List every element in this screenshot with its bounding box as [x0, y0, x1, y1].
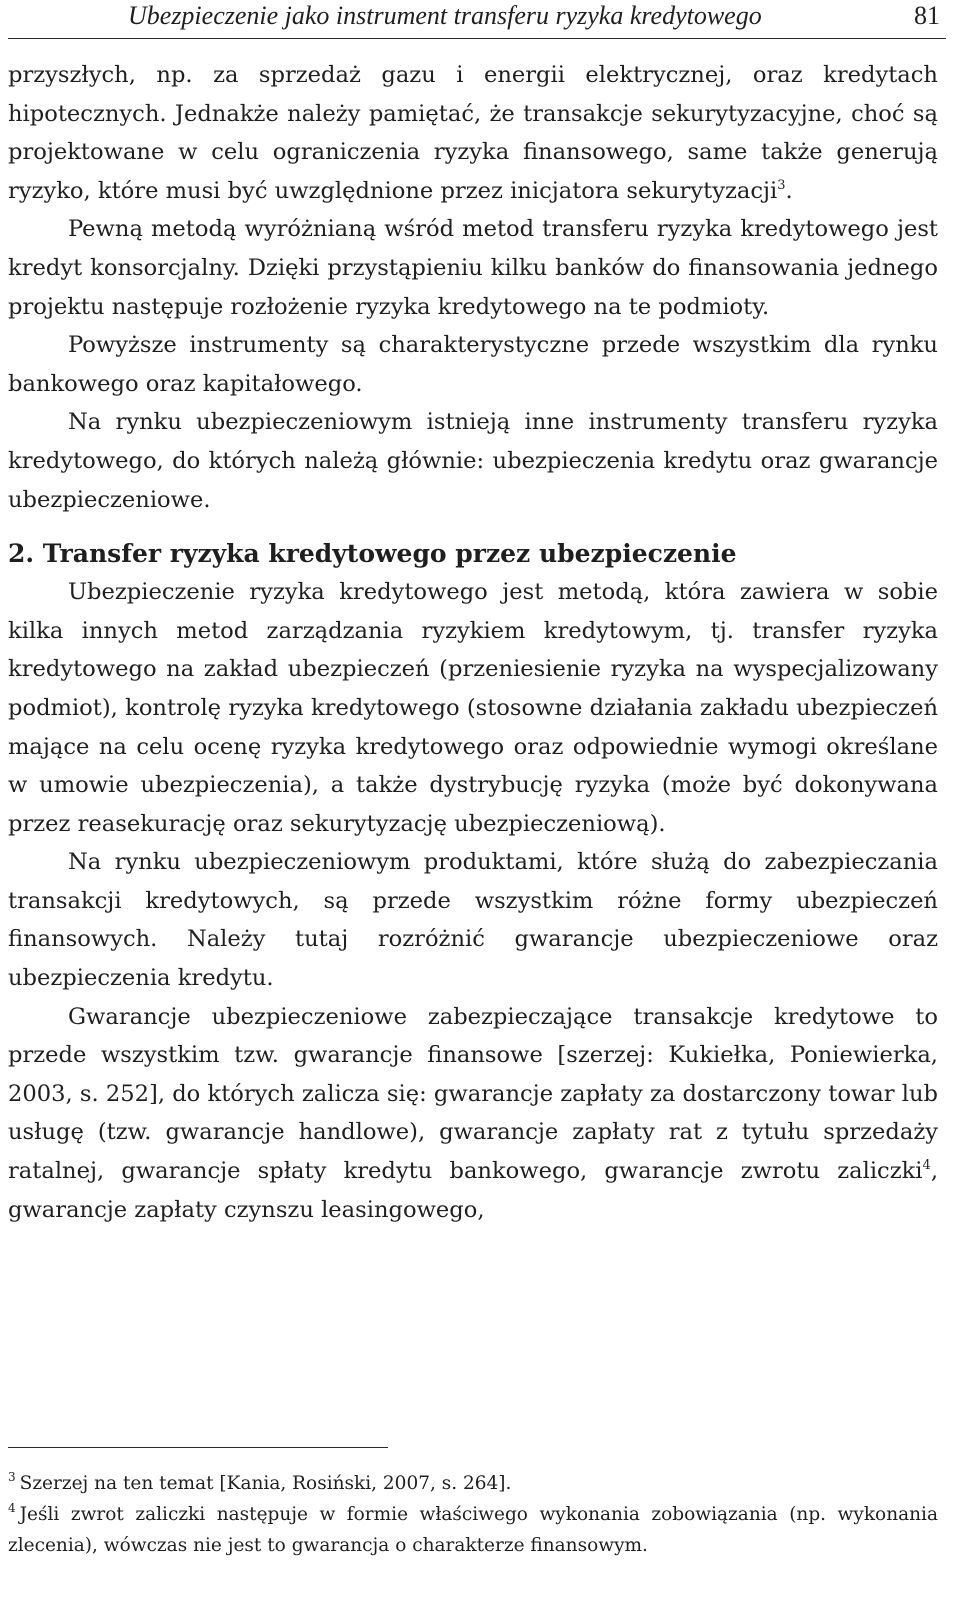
page-header — [8, 0, 946, 39]
paragraph: Gwarancje ubezpieczeniowe zabezpieczające transakcje kredytowe to przede wszystkim tzw. gwarancje finansowe [szerzej: Kukiełka, Poniewierka, 2003, s. 252], do których zalicza się: gwarancje zapłaty za dostarczony towar lub usługę (tzw. gwarancje handlowe), gwarancje zapłaty rat z tytułu sprzedaży ratalnej, gwarancje spłaty kredytu bankowego, gwarancje zwrotu zaliczki$^4$, gwarancje zapłaty czynszu leasingowego, — [8, 1003, 938, 1223]
paragraph: Na rynku ubezpieczeniowym produktami, które służą do zabezpieczania transakcji kredytowych, są przede wszystkim różne formy ubezpieczeń finansowych. Należy tutaj rozróżnić gwarancje ubezpieczeniowe oraz ubezpieczenia kredytu. — [8, 849, 938, 992]
page-number: 81 — [914, 1, 940, 30]
paragraph: Pewną metodą wyróżnianą wśród metod transferu ryzyka kredytowego jest kredyt konsorcjalny. Dzięki przystąpieniu kilku banków do finansowania jednego projektu następuje rozłożenie ryzyka kredytowego na te podmioty. — [8, 216, 938, 320]
running-title: Ubezpieczenie jako instrument transferu ryzyka kredytowego — [128, 1, 762, 30]
footnote: $^3$ Szerzej na ten temat [Kania, Rosiński, 2007, s. 264]. — [8, 1470, 512, 1494]
footnote: $^4$ Jeśli zwrot zaliczki następuje w formie właściwego wykonania zobowiązania (np. wykonania zlecenia), wówczas nie jest to gwarancja o charakterze finansowym. — [8, 1501, 938, 1556]
paragraph: Ubezpieczenie ryzyka kredytowego jest metodą, która zawiera w sobie kilka innych metod zarządzania ryzykiem kredytowym, tj. transfer ryzyka kredytowego na zakład ubezpieczeń (przeniesienie ryzyka na wyspecjalizowany podmiot), kontrolę ryzyka kredytowego (stosowne działania zakładu ubezpieczeń mające na celu ocenę ryzyka kredytowego oraz odpowiednie wymogi określane w umowie ubezpieczenia), a także dystrybucję ryzyka (może być dokonywana przez reasekurację oraz sekurytyzację ubezpieczeniową). — [8, 579, 938, 837]
footnote-ref: 3 — [777, 177, 786, 193]
main-text — [8, 56, 938, 1229]
paragraph: Na rynku ubezpieczeniowym istnieją inne instrumenty transferu ryzyka kredytowego, do których należą głównie: ubezpieczenia kredytu oraz gwarancje ubezpieczeniowe. — [8, 409, 938, 513]
paragraph: przyszłych, np. za sprzedaż gazu i energii elektrycznej, oraz kredytach hipotecznych. Jednakże należy pamiętać, że transakcje sekurytyzacyjne, choć są projektowane w celu ograniczenia ryzyka finansowego, same także generują ryzyko, które musi być uwzględnione przez inicjatora sekurytyzacji$^3$. — [8, 62, 938, 204]
footnotes — [8, 1468, 938, 1561]
footnote-ref: 4 — [922, 1158, 931, 1174]
footnote-separator — [8, 1447, 388, 1448]
section-heading: 2. Transfer ryzyka kredytowego przez ubezpieczenie — [8, 539, 737, 569]
paragraph: Powyższe instrumenty są charakterystyczne przede wszystkim dla rynku bankowego oraz kapitałowego. — [8, 332, 938, 397]
